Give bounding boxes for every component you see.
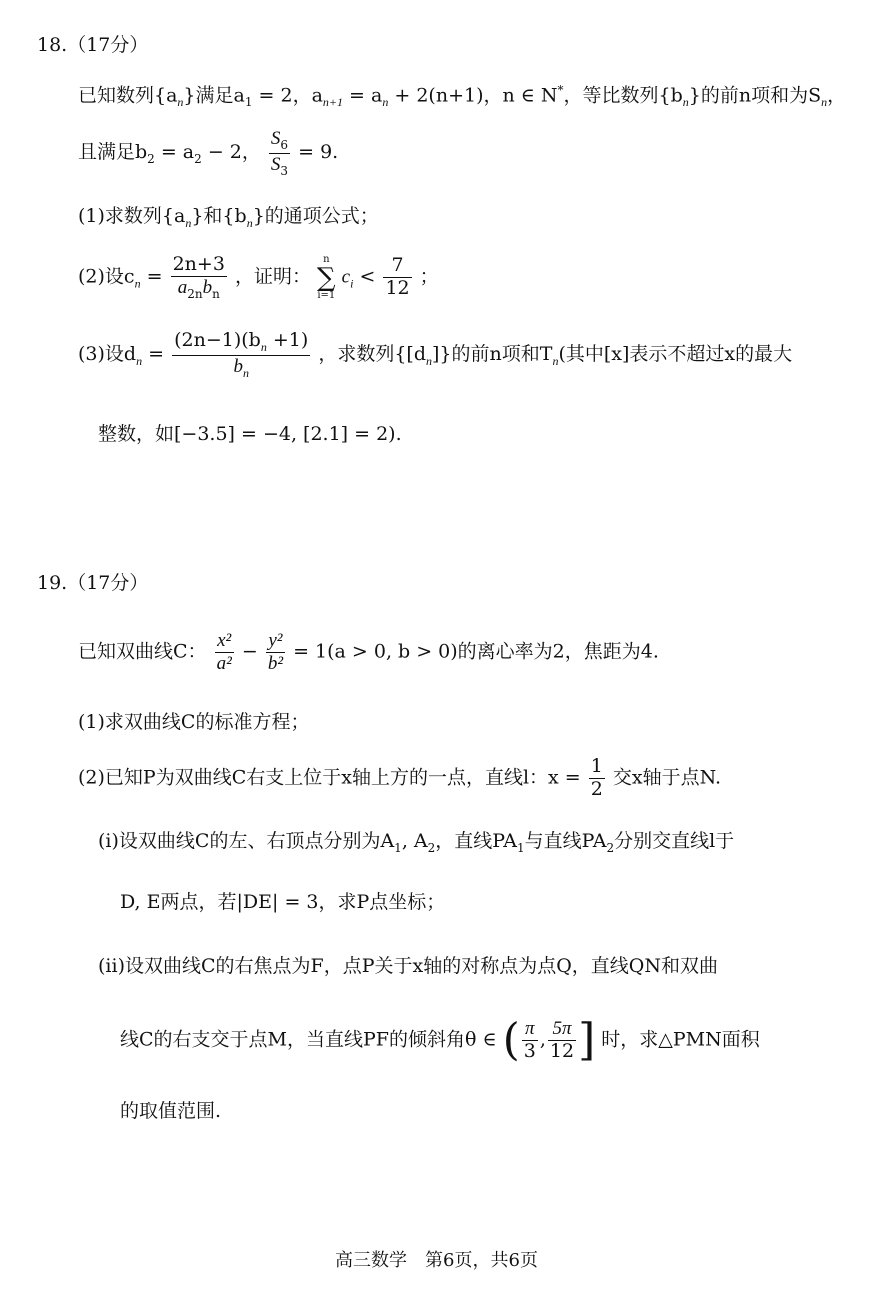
- q19-sub2-end: 的取值范围.: [120, 1100, 222, 1122]
- q19-part1: (1)求双曲线C的标准方程；: [78, 711, 310, 733]
- q18-part3: (3)设$d_n$ = $\frac{(2n-1)(b_n +1)}{b_n}$ ，求数列$\{[d_n]\}$的前n项和$T_n$(其中[x]表示不超过x的最大: [78, 329, 793, 380]
- q18-part3-continued: 整数，如[−3.5] = −4, [2.1] = 2).: [98, 423, 402, 445]
- q19-sub1: (i)设双曲线C的左、右顶点分别为$A_1$, $A_2$，直线$PA_1$与直线$PA_2$分别交直线l于: [98, 830, 735, 855]
- q18-part1: (1)求数列$\{a_n\}$和$\{b_n\}$的通项公式；: [78, 205, 379, 230]
- dn-fraction: $\frac{(2n-1)(b_n +1)}{b_n}$: [174, 329, 309, 380]
- seven-twelfths-fraction: $\frac{7}{12}$: [385, 254, 410, 300]
- y2-over-b2-fraction: $\frac{\text{y²}}{\text{b²}}$: [267, 630, 284, 674]
- pi-over-3-fraction: $\frac{\pi}{3}$: [523, 1018, 536, 1062]
- cn-fraction: $\frac{2n+3}{a_{2n}b_n}$: [172, 253, 225, 301]
- q19-sub2: (ii)设双曲线C的右焦点为F，点P关于x轴的对称点为点Q，直线QN和双曲: [98, 955, 718, 977]
- q18-line1: 已知数列$\{a_n\}$满足$a_1 = 2$，$a_{n+1} = a_n + 2(n+1)$，n ∈ N*，等比数列$\{b_n\}$的前n项和为$S_n$，: [78, 83, 847, 110]
- q18-header: 18.（17分）: [37, 34, 149, 56]
- five-pi-over-12-fraction: $\frac{5\pi}{12}$: [549, 1018, 575, 1062]
- q19-line1: 已知双曲线C： $\frac{\text{x²}}{\text{a²}}$ − $\frac{\text{y²}}{\text{b²}}$ = 1(a > 0, b > 0)的离心率为2，焦距为4.: [78, 630, 659, 674]
- one-half-fraction: $\frac{1}{2}$: [590, 755, 603, 800]
- page-footer: 高三数学 第6页，共6页: [335, 1250, 538, 1271]
- summation-symbol: n ∑ i=1: [317, 253, 336, 301]
- s6-over-s3-fraction: $\frac{S_6}{S_3}$: [270, 128, 289, 178]
- q19-part2: (2)已知P为双曲线C右支上位于x轴上方的一点，直线l：x = $\frac{1}{2}$ 交x轴于点N.: [78, 755, 722, 800]
- x2-over-a2-fraction: $\frac{\text{x²}}{\text{a²}}$: [216, 630, 232, 674]
- q19-header: 19.（17分）: [37, 572, 149, 594]
- q18-part2: (2)设$c_n$ = $\frac{2n+3}{a_{2n}b_n}$ ，证明： n ∑ i=1 $c_i$ < $\frac{7}{12}$ ；: [78, 253, 439, 301]
- q18-line2: 且满足$b_2 = a_2 - 2$， $\frac{S_6}{S_3}$ = 9.: [78, 128, 339, 178]
- q19-sub2-continued: 线C的右支交于点M，当直线PF的倾斜角θ ∈ ( $\frac{\pi}{3}$ , $\frac{5\pi}{12}$ ] 时，求△PMN面积: [120, 1014, 760, 1066]
- q19-sub1-continued: D, E两点，若|DE| = 3，求P点坐标；: [120, 891, 446, 913]
